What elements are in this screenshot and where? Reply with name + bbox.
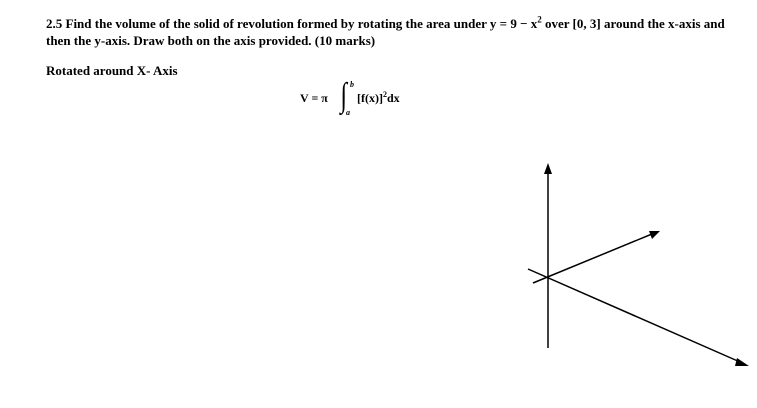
upper-right-axis-line: [533, 234, 652, 283]
lower-right-axis-line: [528, 269, 740, 362]
integrand-function: [f(x)]: [357, 91, 383, 105]
integrand-differential: dx: [386, 91, 400, 105]
upper-right-axis-arrowhead: [649, 231, 660, 239]
upper-bound: b: [350, 80, 354, 89]
question-text-main: 2.5 Find the volume of the solid of revolution formed by rotating the area under y = 9 − x: [46, 16, 538, 31]
lower-bound: a: [346, 108, 350, 117]
formula-lhs: V = π: [300, 91, 328, 105]
section-label-x-axis: Rotated around X- Axis: [46, 63, 178, 78]
vertical-axis-arrowhead: [544, 163, 552, 174]
integral-sign: ∫: [340, 77, 347, 114]
exponent-two: 2: [537, 14, 542, 25]
question-text-rest: over [0, 3] around the x-axis and then the y-axis. Draw both on the axis provided. (10 marks): [46, 16, 725, 48]
integrand-power: 2: [382, 90, 387, 99]
lower-right-axis-arrowhead: [735, 358, 749, 366]
